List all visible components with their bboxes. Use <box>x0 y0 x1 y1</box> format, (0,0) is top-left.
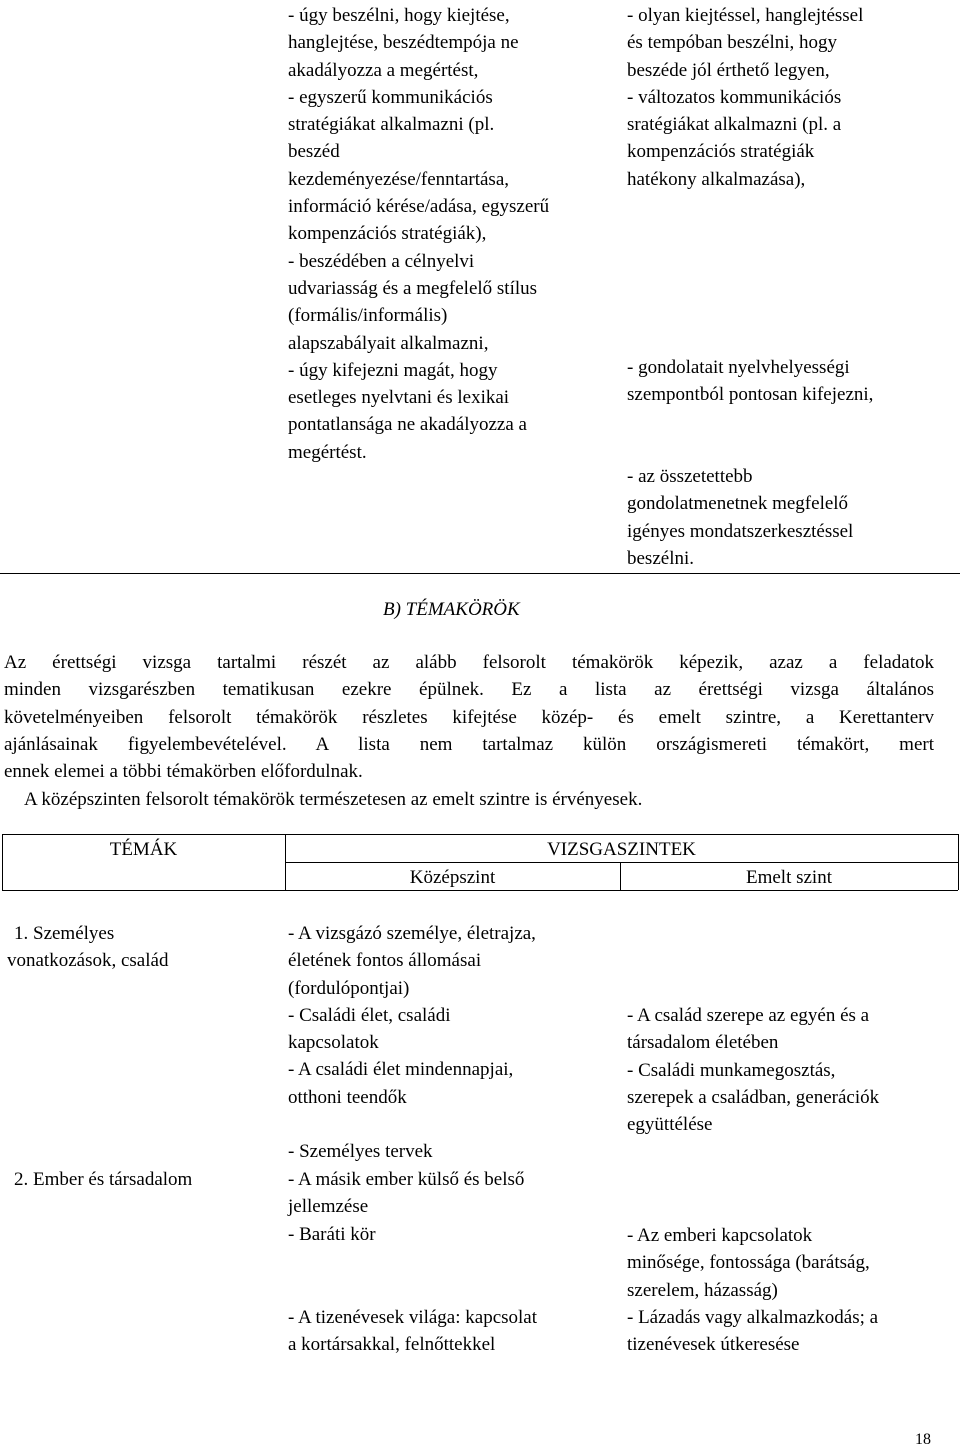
left-column-requirements-line: kompenzációs stratégiák), <box>288 223 487 245</box>
right-column-requirements-c-line: - az összetettebb <box>627 466 753 487</box>
right-column-requirements-a-line: sratégiákat alkalmazni (pl. a <box>627 114 842 136</box>
intro-paragraph-line: ajánlásainak figyelembevételével. A lista nem tartalmaz külön országismereti témakört, mert <box>4 733 934 755</box>
header-right-border <box>958 834 959 890</box>
left-column-requirements-line: beszéd <box>288 141 340 163</box>
left-column-requirements-line: alapszabályait alkalmazni, <box>288 332 489 354</box>
topic1-mid-level-a-line: életének fontos állomásai <box>288 950 482 972</box>
intro-paragraph-line: minden vizsgarészben tematikusan ezekre épülnek. Ez a lista az érettségi vizsga általános <box>4 679 934 701</box>
topic1-advanced-level <box>627 1002 879 1138</box>
topic1-title <box>14 920 114 947</box>
topic1-title-line2-block <box>7 947 168 974</box>
left-column-requirements-line: udvariasság és a megfelelő stílus <box>288 277 538 299</box>
topic1-mid-level-b <box>288 1138 433 1165</box>
table-bottom-border <box>0 573 960 574</box>
left-column-requirements-line: - úgy beszélni, hogy kiejtése, <box>288 5 510 26</box>
topic1-advanced-level-line: szerepek a családban, generációk <box>627 1086 880 1108</box>
topic1-title-line1: 1. Személyes <box>14 923 115 944</box>
left-column-requirements-line: információ kérése/adása, egyszerű <box>288 196 550 218</box>
topic2-mid-level-a <box>288 1166 524 1248</box>
right-column-requirements-b-line: - gondolatait nyelvhelyességi <box>627 357 850 378</box>
topic2-mid-level-b-line: a kortársakkal, felnőttekkel <box>288 1334 496 1356</box>
page-number: 18 <box>915 1431 931 1448</box>
header-levels: VIZSGASZINTEK <box>547 839 696 860</box>
topic2-mid-level-b <box>288 1304 537 1359</box>
intro-paragraph-line: követelményeiben felsorolt témakörök részletes kifejtése közép- és emelt szintre, a Kerettanterv <box>4 706 934 728</box>
right-column-requirements-c-line: beszélni. <box>627 547 695 569</box>
intro-paragraph <box>4 649 934 785</box>
header-mid-level: Középszint <box>409 867 496 888</box>
topic1-mid-level-a <box>288 920 536 1111</box>
header-topics: TÉMÁK <box>109 839 178 860</box>
intro-paragraph-line: Az érettségi vizsga tartalmi részét az alább felsorolt témakörök képezik, azaz a feladatok <box>4 652 934 673</box>
topic2-advanced-level-a <box>627 1222 870 1304</box>
topic2-mid-level-a-line: - Baráti kör <box>288 1223 376 1245</box>
right-column-requirements-a-line: kompenzációs stratégiák <box>627 141 815 163</box>
right-column-requirements-a <box>627 2 863 193</box>
right-column-requirements-a-line: és tempóban beszélni, hogy <box>627 32 838 54</box>
left-column-requirements-line: pontatlansága ne akadályozza a <box>288 414 527 436</box>
topic2-advanced-level-b-line: - Lázadás vagy alkalmazkodás; a <box>627 1307 879 1328</box>
right-column-requirements-a-line: - változatos kommunikációs <box>627 86 842 108</box>
right-column-requirements-a-line: - olyan kiejtéssel, hanglejtéssel <box>627 5 864 26</box>
right-column-requirements-c <box>627 463 853 572</box>
topic2-mid-level-a-line: jellemzése <box>288 1196 369 1218</box>
left-column-requirements-line: esetleges nyelvtani és lexikai <box>288 387 510 409</box>
left-column-requirements-line: - beszédében a célnyelvi <box>288 250 475 272</box>
topic1-advanced-level-line: együttélése <box>627 1114 713 1136</box>
topic2-advanced-level-b <box>627 1304 878 1359</box>
header-advanced-level: Emelt szint <box>745 867 832 888</box>
topic1-advanced-level-line: - A család szerepe az egyén és a <box>627 1005 870 1026</box>
section-heading: B) TÉMAKÖRÖK <box>383 599 520 620</box>
topic2-advanced-level-a-line: szerelem, házasság) <box>627 1279 778 1301</box>
left-column-requirements <box>288 2 549 466</box>
intro-paragraph-line: ennek elemei a többi témakörben előfordulnak. <box>4 761 363 783</box>
topic1-mid-level-a-line: kapcsolatok <box>288 1032 379 1054</box>
topic1-title-line2: vonatkozások, család <box>7 950 169 971</box>
header-top-border <box>2 834 958 835</box>
right-column-requirements-c-line: igényes mondatszerkesztéssel <box>627 520 854 542</box>
topic1-mid-level-a-line: - A vizsgázó személye, életrajza, <box>288 923 536 944</box>
left-column-requirements-line: akadályozza a megértést, <box>288 59 479 81</box>
topic2-advanced-level-b-line: tizenévesek útkeresése <box>627 1334 800 1356</box>
right-column-requirements-a-line: beszéde jól érthető legyen, <box>627 59 830 81</box>
left-column-requirements-line: hanglejtése, beszédtempója ne <box>288 32 519 54</box>
topic1-mid-level-a-line: - Családi élet, családi <box>288 1004 451 1026</box>
topic2-advanced-level-a-line: - Az emberi kapcsolatok <box>627 1225 813 1246</box>
topic2-advanced-level-a-line: minősége, fontossága (barátság, <box>627 1252 870 1274</box>
right-column-requirements-b <box>627 354 873 409</box>
left-column-requirements-line: - egyszerű kommunikációs <box>288 86 493 108</box>
topic1-mid-level-b-line: - Személyes tervek <box>288 1141 433 1162</box>
right-column-requirements-c-line: gondolatmenetnek megfelelő <box>627 493 849 515</box>
left-column-requirements-line: - úgy kifejezni magát, hogy <box>288 359 498 381</box>
topic1-mid-level-a-line: (fordulópontjai) <box>288 977 410 999</box>
left-column-requirements-line: megértést. <box>288 441 367 463</box>
topic2-title: 2. Ember és társadalom <box>14 1169 193 1190</box>
left-column-requirements-line: kezdeményezése/fenntartása, <box>288 168 510 190</box>
topic1-mid-level-a-line: otthoni teendők <box>288 1086 407 1108</box>
note-paragraph: A középszinten felsorolt témakörök természetesen az emelt szintre is érvényesek. <box>24 789 643 810</box>
topic1-advanced-level-line: - Családi munkamegosztás, <box>627 1059 836 1081</box>
left-column-requirements-line: (formális/informális) <box>288 305 448 327</box>
right-column-requirements-a-line: hatékony alkalmazása), <box>627 168 806 190</box>
topic2-mid-level-b-line: - A tizenévesek világa: kapcsolat <box>288 1307 538 1328</box>
right-column-requirements-b-line: szempontból pontosan kifejezni, <box>627 384 874 406</box>
topic2-mid-level-a-line: - A másik ember külső és belső <box>288 1169 525 1190</box>
left-column-requirements-line: stratégiákat alkalmazni (pl. <box>288 114 495 136</box>
topic1-mid-level-a-line: - A családi élet mindennapjai, <box>288 1059 514 1081</box>
topic1-advanced-level-line: társadalom életében <box>627 1032 779 1054</box>
